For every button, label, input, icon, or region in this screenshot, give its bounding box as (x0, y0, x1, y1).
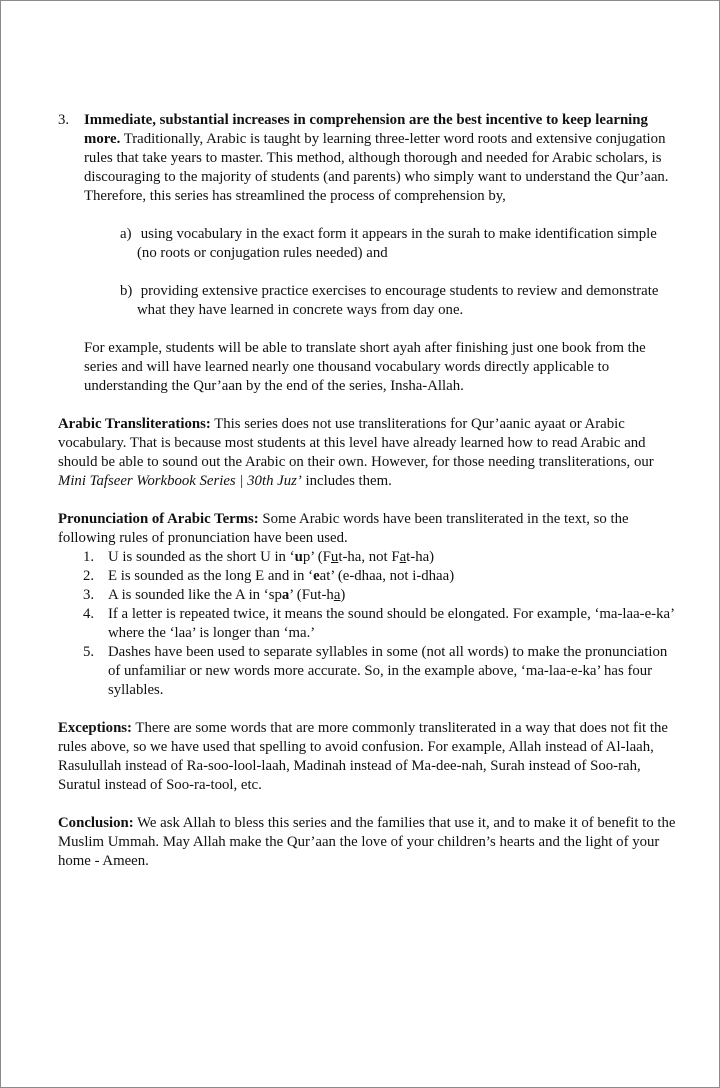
sub-text-b: providing extensive practice exercises to encourage students to review and demonstrate what they have learned in concrete ways from day one. (137, 283, 659, 318)
item3-text: Traditionally, Arabic is taught by learning three-letter word roots and extensive conjugation rules that take years to master. This method, although thorough and needed for Arabic scholars, is discouraging to the majority of students (and parents) who simply want to understand the Qur’aan. Therefore, this series has streamlined the process of comprehension by, (84, 131, 669, 204)
transliterations-heading: Arabic Transliterations: (58, 416, 211, 432)
transliterations-text: This series does not use transliterations for Qur’aanic ayaat or Arabic vocabulary. That is because most students at this level have already learned how to read Arabic and should be able to sound out the Arabic on their own. However, for those needing transliterations, our (58, 416, 654, 470)
rule-bold: e (313, 568, 320, 584)
rule-item (58, 567, 680, 586)
rule-text: ’ (Fut-h (289, 587, 334, 603)
rule-underline: a (399, 549, 407, 565)
rule-item (58, 605, 680, 643)
pronunciation-text: Some Arabic words have been transliterated in the text, so the following rules of pronunciation have been used. (58, 511, 629, 546)
rule-text: ) (340, 587, 346, 603)
conclusion-section (58, 814, 680, 871)
list-number: 3. (58, 112, 70, 128)
rule-underline: u (330, 549, 339, 565)
rule-underline: a (333, 587, 341, 603)
series-title: Mini Tafseer Workbook Series | 30th Juz’ (58, 473, 302, 489)
sub-item-a (89, 225, 660, 263)
rule-number: 1. (83, 549, 95, 565)
item3-bold-lead: Immediate, substantial increases in comprehension are the best incentive to keep learning more. (84, 112, 648, 147)
pronunciation-rules-list (58, 548, 680, 700)
sub-label-b: b) (120, 283, 133, 299)
rule-text: p’ (F (302, 549, 331, 565)
rule-text: E is sounded as the long E and in ‘ (108, 568, 314, 584)
rule-text: If a letter is repeated twice, it means the sound should be elongated. For example, ‘ma-laa-e-ka’ where the ‘laa’ is longer than ‘ma.’ (108, 606, 674, 641)
rule-item (58, 586, 680, 605)
rule-bold: a (281, 587, 290, 603)
sub-label-a: a) (120, 226, 132, 242)
pronunciation-intro (58, 510, 680, 548)
page-content (58, 111, 680, 871)
rule-item (58, 643, 680, 700)
exceptions-section (58, 719, 680, 795)
conclusion-heading: Conclusion: (58, 815, 134, 831)
rule-number: 2. (83, 568, 95, 584)
exceptions-heading: Exceptions: (58, 720, 132, 736)
example-paragraph: For example, students will be able to translate short ayah after finishing just one book from the series and will have learned nearly one thousand vocabulary words directly applicable to understanding the Qur’aan by the end of the series, Insha-Allah. (84, 340, 646, 394)
pronunciation-heading: Pronunciation of Arabic Terms: (58, 511, 259, 527)
rule-number: 5. (83, 644, 95, 660)
rule-text: t-ha, not F (338, 549, 400, 565)
rule-bold: u (294, 549, 303, 565)
sub-text-a: using vocabulary in the exact form it appears in the surah to make identification simple (no roots or conjugation rules needed) and (137, 226, 657, 261)
sub-item-b (89, 282, 660, 320)
transliterations-text-end: includes them. (301, 473, 392, 489)
item3-paragraph (84, 111, 680, 206)
pronunciation-section (58, 510, 680, 700)
rule-text: U is sounded as the short U in ‘ (108, 549, 295, 565)
rule-text: t-ha) (406, 549, 435, 565)
rule-text: at’ (e-dhaa, not i-dhaa) (319, 568, 455, 584)
rule-text: A is sounded like the A in ‘sp (108, 587, 282, 603)
transliterations-section (58, 415, 680, 491)
conclusion-text: We ask Allah to bless this series and the families that use it, and to make it of benefit to the Muslim Ummah. May Allah make the Qur’aan the love of your children’s hearts and the light of your home - Ameen. (58, 815, 676, 869)
rule-number: 4. (83, 606, 95, 622)
rule-item (58, 548, 680, 567)
rule-text: Dashes have been used to separate syllables in some (not all words) to make the pronunciation of unfamiliar or new words more accurate. So, in the example above, ‘ma-laa-e-ka’ has four syllables. (108, 644, 668, 698)
list-item-3 (58, 111, 680, 396)
exceptions-text: There are some words that are more commonly transliterated in a way that does not fit the rules above, so we have used that spelling to avoid confusion. For example, Allah instead of Al-laah, Rasulullah instead of Ra-soo-lool-laah, Madinah instead of Ma-dee-nah, Surah instead of Soo-rah, Suratul instead of Soo-ra-tool, etc. (58, 720, 668, 793)
rule-number: 3. (83, 587, 95, 603)
